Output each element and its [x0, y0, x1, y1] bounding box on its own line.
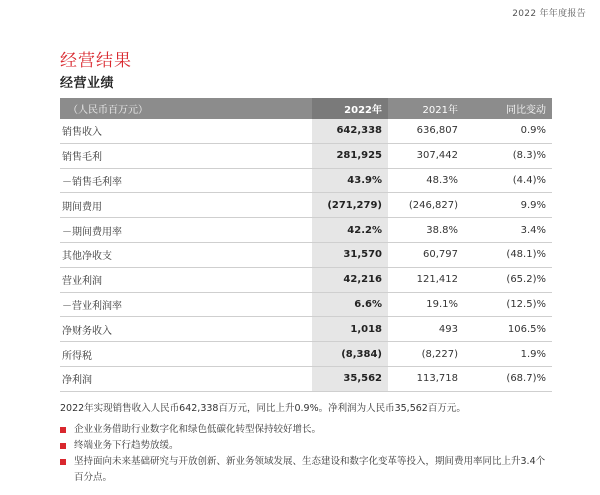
section-title: 经营结果 [60, 51, 132, 71]
value-2022: 642,338 [312, 119, 388, 143]
table-row [60, 119, 552, 143]
value-2022: (8,384) [312, 342, 388, 367]
table-row [60, 143, 552, 168]
table-row [60, 218, 552, 243]
value-2021: 19.1% [388, 292, 464, 317]
sub-title: 经营业绩 [60, 76, 115, 91]
value-2022: 42.2% [312, 218, 388, 243]
summary-text: 2022年实现销售收入人民币642,338百万元，同比上升0.9%。净利润为人民币35,562百万元。 [60, 403, 466, 414]
operating-results-table [60, 98, 552, 392]
table-row [60, 267, 552, 292]
value-2022: 1,018 [312, 317, 388, 342]
value-2021: 60,797 [388, 242, 464, 267]
value-2021: 307,442 [388, 143, 464, 168]
value-2022: (271,279) [312, 193, 388, 218]
value-2021: (246,827) [388, 193, 464, 218]
bullet-item [60, 422, 550, 438]
bullet-square-icon [60, 459, 66, 465]
value-2021: 636,807 [388, 119, 464, 143]
table-row [60, 317, 552, 342]
value-change: (65.2)% [464, 267, 552, 292]
value-2022: 31,570 [312, 242, 388, 267]
value-2021: 113,718 [388, 366, 464, 391]
row-label: 销售收入 [60, 119, 312, 143]
value-2022: 43.9% [312, 168, 388, 193]
value-2021: 493 [388, 317, 464, 342]
table-row [60, 342, 552, 367]
header-2021: 2021年 [388, 98, 464, 119]
row-label: －营业利润率 [60, 292, 312, 317]
bullet-text: 终端业务下行趋势放缓。 [74, 440, 179, 451]
value-change: (4.4)% [464, 168, 552, 193]
value-change: (12.5)% [464, 292, 552, 317]
value-2021: (8,227) [388, 342, 464, 367]
bullet-list [60, 422, 550, 486]
value-change: 3.4% [464, 218, 552, 243]
value-change: 106.5% [464, 317, 552, 342]
header-unit: （人民币百万元） [60, 98, 312, 119]
bullet-item [60, 438, 550, 454]
value-2022: 6.6% [312, 292, 388, 317]
value-2022: 35,562 [312, 366, 388, 391]
value-change: 0.9% [464, 119, 552, 143]
bullet-text: 坚持面向未来基础研究与开放创新、新业务领域发展、生态建设和数字化变革等投入，期间费用率同比上升3.4个百分点。 [74, 456, 546, 483]
table-row [60, 366, 552, 391]
value-2021: 48.3% [388, 168, 464, 193]
row-label: 期间费用 [60, 193, 312, 218]
value-change: (8.3)% [464, 143, 552, 168]
row-label: 销售毛利 [60, 143, 312, 168]
table-row [60, 193, 552, 218]
bullet-text: 企业业务借助行业数字化和绿色低碳化转型保持较好增长。 [74, 424, 322, 435]
report-year-label: 2022 年年度报告 [512, 9, 586, 19]
row-label: 净财务收入 [60, 317, 312, 342]
row-label: 所得税 [60, 342, 312, 367]
header-2022: 2022年 [312, 98, 388, 119]
value-2021: 38.8% [388, 218, 464, 243]
bullet-square-icon [60, 443, 66, 449]
value-change: (68.7)% [464, 366, 552, 391]
table-row [60, 292, 552, 317]
row-label: －期间费用率 [60, 218, 312, 243]
row-label: 营业利润 [60, 267, 312, 292]
bullet-square-icon [60, 427, 66, 433]
table-row [60, 168, 552, 193]
header-change: 同比变动 [464, 98, 552, 119]
value-2021: 121,412 [388, 267, 464, 292]
table-header-row [60, 98, 552, 119]
row-label: 净利润 [60, 366, 312, 391]
table-row [60, 242, 552, 267]
row-label: －销售毛利率 [60, 168, 312, 193]
bullet-item [60, 454, 550, 486]
value-2022: 281,925 [312, 143, 388, 168]
value-2022: 42,216 [312, 267, 388, 292]
value-change: 9.9% [464, 193, 552, 218]
value-change: (48.1)% [464, 242, 552, 267]
value-change: 1.9% [464, 342, 552, 367]
row-label: 其他净收支 [60, 242, 312, 267]
